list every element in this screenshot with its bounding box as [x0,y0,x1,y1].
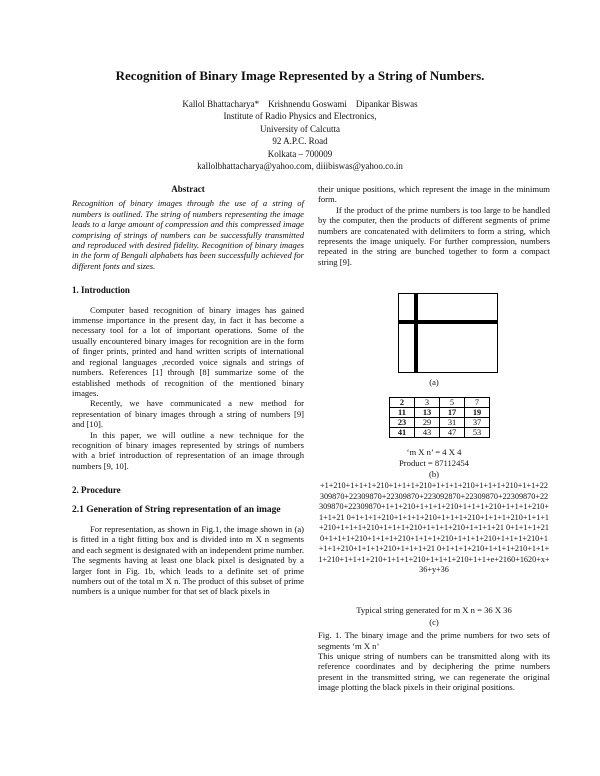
prime-cell: 29 [415,418,440,428]
prime-grid-table [389,397,490,438]
intro-paragraph: Recently, we have communicated a new method for representation of binary images through a string of numbers [9] and [10]. [72,398,304,430]
affiliation-line: Institute of Radio Physics and Electronics, [223,111,377,122]
abstract-text: Recognition of binary images through the use of a string of numbers is outlined. The string of numbers representing the image leads to a large amount of compression and this compressed image comprising of strings of numbers can be successfully transmitted and reproduced with desired fidelity. Recognition of binary images in the form of Bengali alphabets has been successfully achieved for different fonts and sizes. [72,198,304,271]
generated-string: +1+210+1+1+1+210+1+1+1+210+1+1+1+210+1+1+1+210+1+1+22309870+22309870+22309870+223092870+22309870+22309870+22309870+22309870+1+1+210+1+1+1+210+1+1+1+210+1+1+1+210+1+1+21 0+1+1+1+210+1+1+1+210+1+1+1+210+1+1+1+210+1+1+1+210+1+1+1+210+1+1+1+210+1+1+1+210+1+1+1+21 0+1+1+1+210+1+1+1+210+1+1+1+210+1+1+1+210+1+1+1+210+1+1+1+210+1+1+1+210+1+1+1+210+1+1+1+21 0+1+1+1+210+1+1+1+210+1+1+1+210+1+1+1+210+1+1+1+210+1+1+1+210+1+1+e+2160+1620+x+36+y+36 [318,481,550,575]
left-column [72,184,304,597]
prime-cell: 17 [440,408,465,418]
prime-row [390,418,490,428]
body-paragraph: This unique string of numbers can be transmitted along with its reference coordinates and by deciphering the prime numbers present in the transmitted string, we can regenerate the original image plotting the black pixels in their original positions. [318,651,550,693]
author-email: kallolbhattacharya@yahoo.com, diiibiswas@yahoo.co.in [197,161,403,172]
prime-cell: 3 [415,398,440,408]
subsection-heading: 2.1 Generation of String representation of an image [72,504,281,515]
prime-cell: 23 [390,418,415,428]
figure-1 [318,267,550,667]
figure-caption: Fig. 1. The binary image and the prime numbers for two sets of segments ‘m X n’ [318,630,550,651]
prime-cell: 47 [440,428,465,438]
right-column [318,184,550,693]
vertical-stroke [414,294,418,372]
affiliation-line: Kolkata – 700009 [267,148,333,159]
prime-cell: 41 [390,428,415,438]
affiliation-line: 92 A.P.C. Road [272,136,328,147]
author-names: Kallol Bhattacharya* Krishnendu Goswami Dipankar Biswas [182,99,418,109]
prime-cell: 43 [415,428,440,438]
prime-cell: 5 [440,398,465,408]
prime-cell: 53 [465,428,490,438]
caption-b: (b) [428,469,440,480]
prime-cell: 31 [440,418,465,428]
mxn-label: ‘m X n’ = 4 X 4 [406,447,462,458]
prime-cell: 2 [390,398,415,408]
procedure-paragraph: For representation, as shown in Fig.1, the image shown in (a) is fitted in a tight fitting box and is divided into m X n segments and each segment is designated with an independent prime number. The segments having at least one black pixel is designated by a larger font in Fig. 1b, which leads to a definite set of prime numbers out of the total m X n. The product of this subset of prime numbers is a unique number for that set of black pixels in [72,523,304,597]
prime-cell: 7 [465,398,490,408]
prime-cell: 19 [465,408,490,418]
binary-image [398,293,498,373]
intro-heading: 1. Introduction [72,285,130,296]
intro-paragraph: Computer based recognition of binary images has gained immense importance in the present day, in fact it has become a necessary tool for a lot of important operations. Some of the usually encountered binary images for recognition are in the form of finger prints, printed and hand written scripts of international and regional languages ,recorded voice signals and strings of numbers. References [1] through [8] summarize some of the established methods of recognition of the mentioned binary images. [72,304,304,398]
caption-c: (c) [429,617,439,628]
prime-cell: 13 [415,408,440,418]
body-paragraph: If the product of the prime numbers is too large to be handled by the computer, then the products of different segments of prime numbers are concatenated with delimiters to form a string, which represents the image uniquely. For further compression, numbers repeated in the string are bunched together to form a compact string [9]. [318,204,550,267]
prime-row [390,428,490,438]
abstract-heading: Abstract [171,184,205,194]
product-label: Product = 87112454 [399,458,469,469]
prime-row [390,398,490,408]
affiliation-line: University of Calcutta [260,123,340,134]
prime-cell: 37 [465,418,490,428]
body-paragraph: their unique positions, which represent the image in the minimum form. [318,184,550,205]
paper-title: Recognition of Binary Image Represented by a String of Numbers. [115,68,485,83]
procedure-heading: 2. Procedure [72,485,121,496]
author-block [0,98,600,172]
prime-cell: 11 [390,408,415,418]
caption-a: (a) [429,377,439,388]
typical-string-label: Typical string generated for m X n = 36 X 36 [356,605,512,616]
prime-row [390,408,490,418]
intro-paragraph: In this paper, we will outline a new technique for the recognition of binary images represented by strings of numbers with a brief introduction of representation of an image through numbers [9, 10]. [72,429,304,471]
